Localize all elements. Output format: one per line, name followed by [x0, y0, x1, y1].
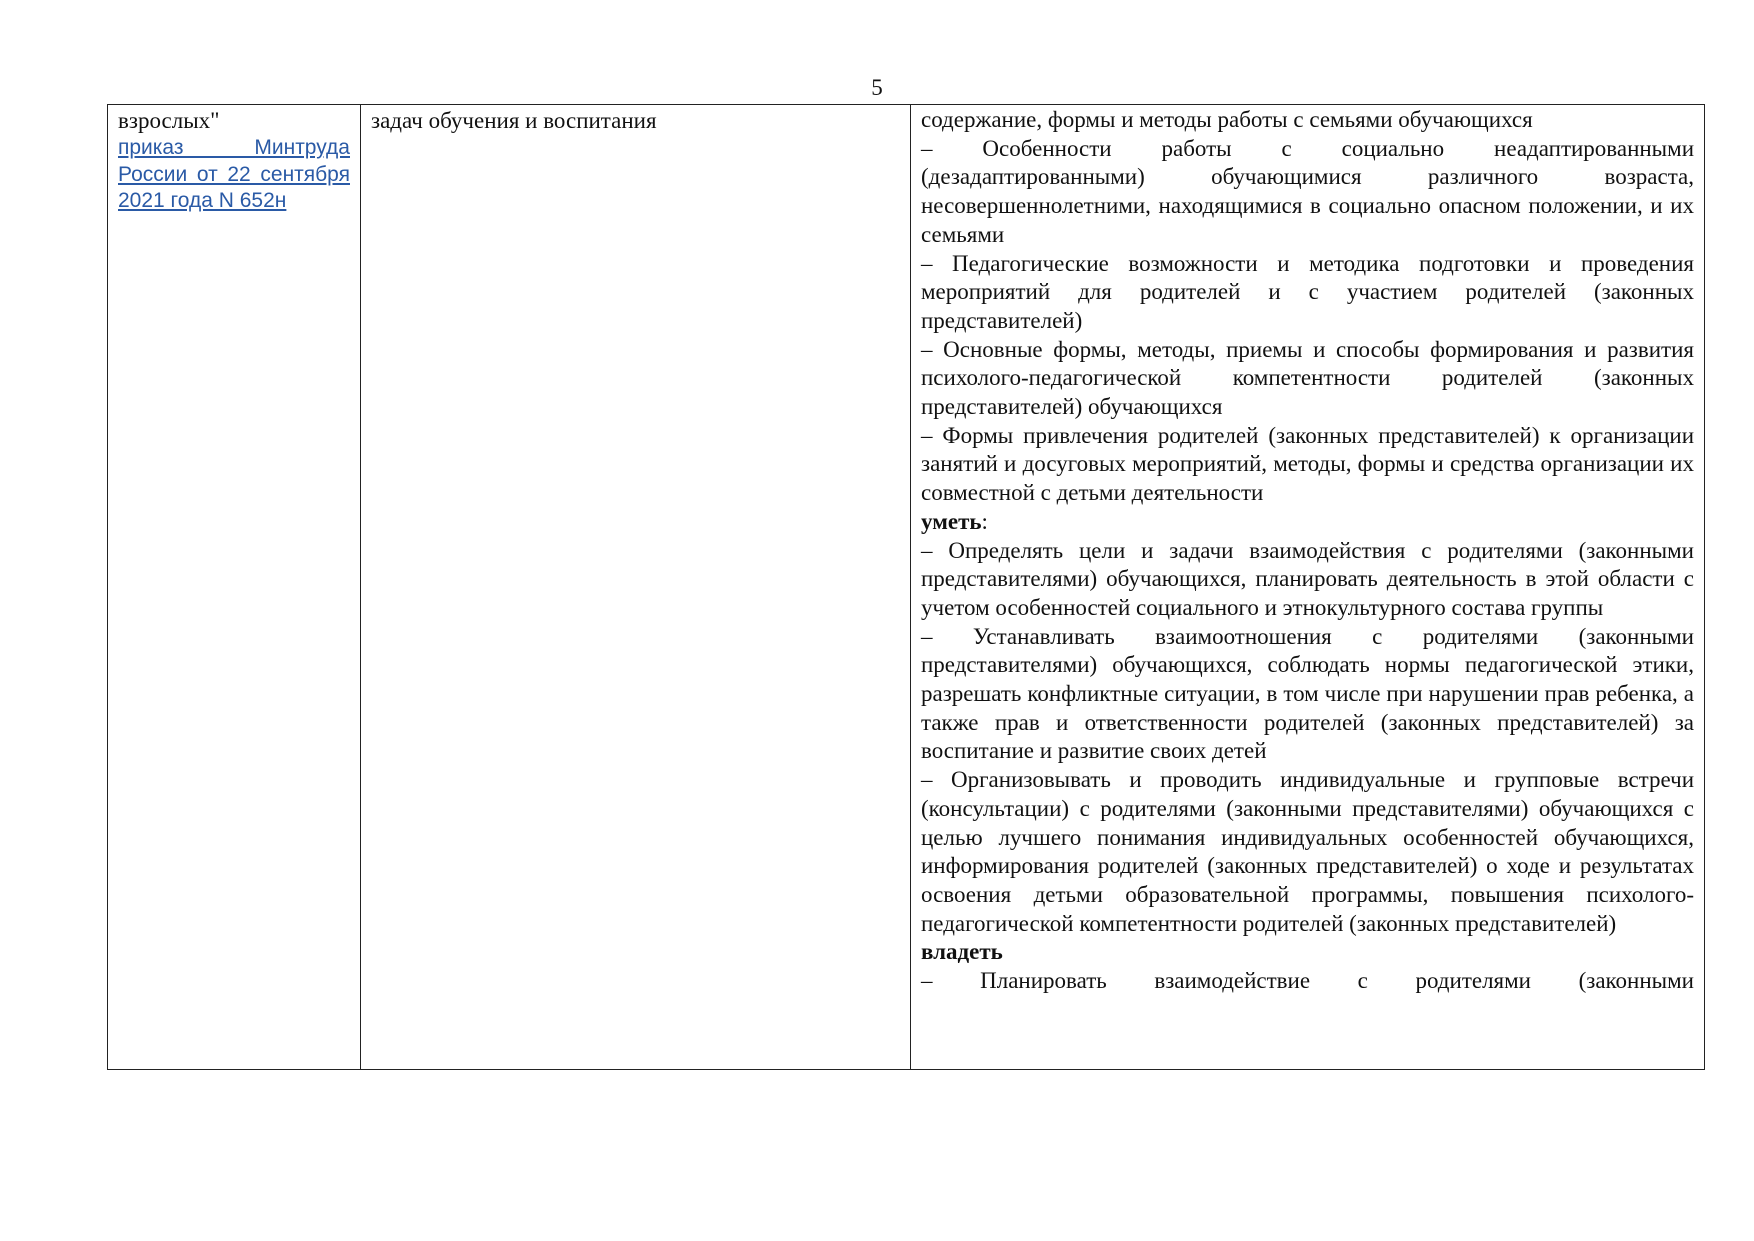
table-row: [108, 105, 1705, 1070]
possess-heading: владеть: [921, 939, 1003, 965]
list-item: – Особенности работы с социально неадаптированными (дезадаптированными) обучающимися различного возраста, несовершеннолетними, находящимися в социально опасном положении, и их семьями: [921, 135, 1694, 247]
skills-heading-colon: :: [981, 508, 988, 534]
list-item: – Педагогические возможности и методика подготовки и проведения мероприятий для родителей и с участием родителей (законных представителей): [921, 250, 1694, 333]
intro-line: содержание, формы и методы работы с семьями обучающихся: [921, 107, 1533, 132]
page-number: 5: [871, 75, 883, 100]
list-item: – Определять цели и задачи взаимодействия с родителями (законными представителями) обучающихся, планировать деятельность в этой области с учетом особенностей социального и этнокультурного состава группы: [921, 537, 1694, 620]
table-cell-requirements: [911, 105, 1705, 1070]
list-item: – Основные формы, методы, приемы и способы формирования и развития психолого-педагогической компетентности родителей (законных представителей) обучающихся: [921, 336, 1694, 420]
table-cell-tasks: [361, 105, 911, 1070]
table-cell-document: [108, 105, 361, 1070]
list-item: – Устанавливать взаимоотношения с родителями (законными представителями) обучающихся, соблюдать нормы педагогической этики, разрешать конфликтные ситуации, в том числе при нарушении прав ребенка, а также прав и ответственности родителей (законных представителей) за воспитание и развитие своих детей: [921, 623, 1694, 764]
competency-table: [107, 104, 1705, 1070]
cell-text-adults: взрослых": [118, 108, 220, 133]
skills-heading: [921, 508, 1694, 537]
list-item: – Организовывать и проводить индивидуальные и групповые встречи (консультации) с родителями (законными представителями) обучающихся с целью лучшего понимания индивидуальных особенностей обучающихся, информирования родителей (законных представителей) о ходе и результатах освоения детьми образовательной программы, повышения психолого-педагогической компетентности родителей (законных представителей): [921, 767, 1694, 936]
cell-text-tasks: задач обучения и воспитания: [371, 108, 657, 133]
skills-heading-text: уметь: [921, 508, 982, 534]
list-item: – Формы привлечения родителей (законных представителей) к организации занятий и досуговых мероприятий, методы, формы и средства организации их совместной с детьми деятельности: [921, 422, 1694, 506]
order-link[interactable]: приказ Минтруда России от 22 сентября 2021 года N 652н: [118, 136, 350, 212]
list-item: – Планировать взаимодействие с родителями (законными: [921, 968, 1694, 994]
